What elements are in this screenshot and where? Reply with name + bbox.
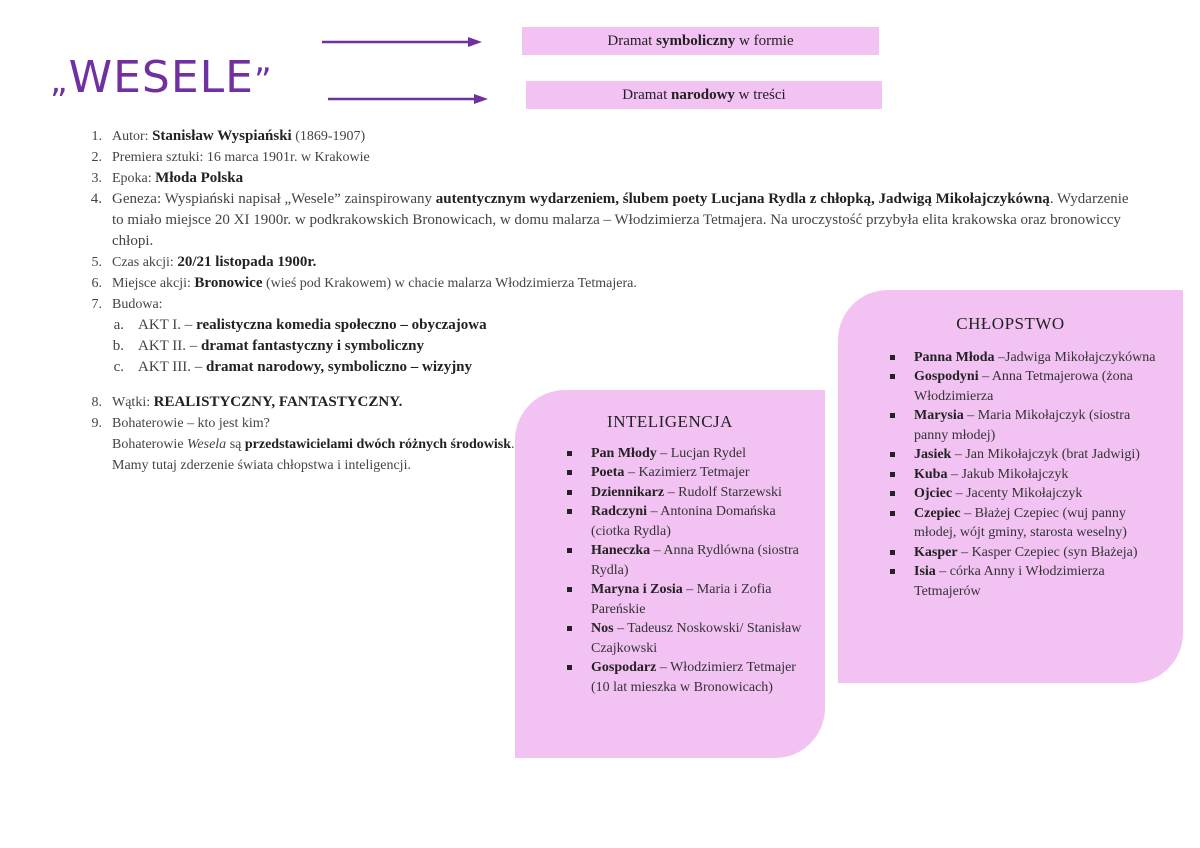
character-desc: – Błażej Czepiec (wuj panny młodej, wójt gminy, starosta weselny) bbox=[914, 505, 1127, 540]
character-name: Maryna i Zosia bbox=[591, 582, 683, 597]
character-name: Panna Młoda bbox=[914, 349, 995, 365]
character-name: Isia bbox=[914, 564, 936, 579]
item-number: 9. bbox=[91, 416, 102, 431]
character-name: Pan Młody bbox=[591, 445, 657, 461]
list-item bbox=[563, 580, 803, 619]
author-label: Autor: bbox=[112, 129, 153, 144]
place-label: Miejsce akcji: bbox=[112, 276, 195, 291]
inteligencja-list bbox=[563, 444, 803, 698]
threads-label: Wątki: bbox=[112, 395, 154, 410]
characters-rest: . Mamy tutaj zderzenie świata chłopstwa i inteligencji. bbox=[112, 437, 515, 473]
list-item-time bbox=[60, 252, 1140, 273]
item-number: 5. bbox=[91, 255, 102, 270]
character-name: Gospodyni bbox=[914, 369, 979, 384]
character-desc: – Anna Rydlówna (siostra Rydla) bbox=[591, 543, 799, 578]
character-name: Ojciec bbox=[914, 486, 953, 501]
character-desc: – Anna Tetmajerowa (żona Włodzimierza bbox=[914, 369, 1133, 404]
genesis-bold: autentycznym wydarzeniem, ślubem poety Lucjana Rydla z chłopką, Jadwigą Mikołajczykówną bbox=[435, 191, 1050, 207]
act-label: AKT III. – bbox=[138, 359, 207, 375]
character-desc: – Jan Mikołajczyk (brat Jadwigi) bbox=[951, 447, 1140, 462]
box1-prefix: Dramat bbox=[607, 33, 657, 49]
act-label: AKT II. – bbox=[138, 338, 202, 354]
title-open-quote: „ bbox=[50, 61, 69, 101]
character-desc: – Rudolf Starzewski bbox=[664, 484, 782, 500]
character-name: Jasiek bbox=[914, 447, 952, 462]
premiere-text: Premiera sztuki: 16 marca 1901r. w Krakowie bbox=[112, 150, 370, 165]
box1-suffix: w formie bbox=[735, 33, 794, 49]
character-desc: – Jacenty Mikołajczyk bbox=[952, 486, 1083, 501]
characters-text-b: są bbox=[226, 437, 245, 452]
chlopstwo-title: CHŁOPSTWO bbox=[956, 314, 1065, 333]
character-name: Dziennikarz bbox=[591, 484, 665, 500]
epoch-value: Młoda Polska bbox=[155, 170, 244, 186]
box1-bold: symboliczny bbox=[656, 33, 736, 49]
character-name: Czepiec bbox=[914, 505, 961, 521]
character-name: Radczyni bbox=[591, 504, 647, 519]
time-label: Czas akcji: bbox=[112, 255, 178, 270]
content-label-box bbox=[526, 81, 882, 109]
place-bold: Bronowice bbox=[194, 275, 263, 291]
characters-italic: Wesela bbox=[187, 437, 227, 452]
item-number: 8. bbox=[91, 395, 102, 410]
character-desc: – Kasper Czepiec (syn Błażeja) bbox=[957, 544, 1138, 560]
character-desc: – Jakub Mikołajczyk bbox=[947, 466, 1069, 482]
list-item bbox=[886, 543, 1165, 563]
chlopstwo-list bbox=[886, 348, 1165, 602]
box2-prefix: Dramat bbox=[622, 87, 671, 103]
author-name: Stanisław Wyspiański bbox=[152, 128, 292, 144]
act-description: dramat fantastyczny i symboliczny bbox=[201, 338, 424, 354]
threads-value: REALISTYCZNY, FANTASTYCZNY. bbox=[153, 394, 403, 410]
act-letter: b. bbox=[112, 338, 124, 354]
act-label: AKT I. – bbox=[138, 317, 197, 333]
list-item bbox=[886, 406, 1165, 445]
character-desc: –Jadwiga Mikołajczykówna bbox=[994, 349, 1156, 365]
epoch-label: Epoka: bbox=[112, 171, 156, 186]
list-item bbox=[563, 463, 803, 483]
characters-text-a: Bohaterowie bbox=[112, 437, 188, 452]
time-value: 20/21 listopada 1900r. bbox=[177, 254, 317, 270]
author-years: (1869-1907) bbox=[291, 129, 366, 144]
character-desc: – córka Anny i Włodzimierza Tetmajerów bbox=[914, 564, 1105, 599]
characters-question: Bohaterowie – kto jest kim? bbox=[112, 416, 270, 431]
place-rest: (wieś pod Krakowem) w chacie malarza Włodzimierza Tetmajera. bbox=[262, 276, 637, 291]
item-number: 6. bbox=[91, 276, 102, 291]
list-item-genesis bbox=[60, 189, 1140, 252]
act-description: realistyczna komedia społeczno – obyczajowa bbox=[196, 317, 487, 333]
list-item bbox=[886, 445, 1165, 465]
list-item-author bbox=[60, 126, 1140, 147]
character-name: Gospodarz bbox=[591, 660, 657, 675]
arrow-to-content-icon bbox=[326, 91, 491, 107]
act-description: dramat narodowy, symboliczno – wizyjny bbox=[206, 359, 473, 375]
item-number: 1. bbox=[91, 129, 102, 144]
page-title bbox=[50, 52, 273, 103]
title-text: WESELE bbox=[68, 52, 254, 103]
character-desc: – Maria Mikołajczyk (siostra panny młodej) bbox=[914, 408, 1131, 443]
character-desc: – Włodzimierz Tetmajer (10 lat mieszka w Bronowicach) bbox=[591, 660, 796, 695]
character-name: Poeta bbox=[591, 465, 625, 480]
list-item bbox=[886, 562, 1165, 601]
character-name: Kuba bbox=[914, 466, 948, 482]
list-item bbox=[563, 658, 803, 697]
item-number: 2. bbox=[91, 150, 102, 165]
genesis-label: Geneza: Wyspiański napisał „Wesele” zainspirowany bbox=[112, 191, 436, 207]
item-number: 7. bbox=[91, 297, 102, 312]
character-name: Marysia bbox=[914, 408, 964, 423]
list-item bbox=[563, 483, 803, 503]
character-name: Kasper bbox=[914, 544, 958, 560]
character-desc: – Kazimierz Tetmajer bbox=[624, 465, 750, 480]
character-desc: – Antonina Domańska (ciotka Rydla) bbox=[591, 504, 776, 539]
character-desc: – Tadeusz Noskowski/ Stanisław Czajkowski bbox=[591, 621, 802, 656]
list-item bbox=[886, 367, 1165, 406]
list-item bbox=[563, 619, 803, 658]
character-desc: – Lucjan Rydel bbox=[656, 445, 746, 461]
structure-label: Budowa: bbox=[112, 297, 163, 312]
item-number: 3. bbox=[91, 171, 102, 186]
list-item-premiere bbox=[60, 147, 1140, 168]
list-item bbox=[886, 465, 1165, 485]
item-number: 4. bbox=[90, 191, 102, 207]
box2-bold: narodowy bbox=[671, 87, 735, 103]
title-close-quote: ” bbox=[253, 61, 273, 101]
list-item bbox=[563, 444, 803, 464]
act-letter: a. bbox=[113, 317, 124, 333]
inteligencja-card bbox=[515, 390, 825, 758]
arrow-to-form-icon bbox=[320, 34, 485, 50]
list-item bbox=[886, 504, 1165, 543]
list-item bbox=[563, 502, 803, 541]
chlopstwo-card bbox=[838, 290, 1183, 683]
characters-bold: przedstawicielami dwóch różnych środowisk bbox=[244, 437, 511, 452]
list-item bbox=[563, 541, 803, 580]
act-letter: c. bbox=[113, 359, 124, 375]
list-item bbox=[886, 348, 1165, 368]
character-desc: – Maria i Zofia Pareńskie bbox=[591, 582, 772, 617]
form-label-box bbox=[522, 27, 879, 55]
list-item-epoch bbox=[60, 168, 1140, 189]
list-item bbox=[886, 484, 1165, 504]
character-name: Haneczka bbox=[591, 543, 651, 558]
inteligencja-title: INTELIGENCJA bbox=[607, 412, 733, 431]
genesis-rest: . Wydarzenie to miało miejsce 20 XI 1900r. w podkrakowskich Bronowicach, w domu malarza – Włodzimierza Tetmajera. Na uroczystość przybyła elita krakowska oraz bronowiccy chłopi. bbox=[112, 191, 1129, 249]
box2-suffix: w treści bbox=[734, 87, 786, 103]
character-name: Nos bbox=[591, 621, 614, 636]
